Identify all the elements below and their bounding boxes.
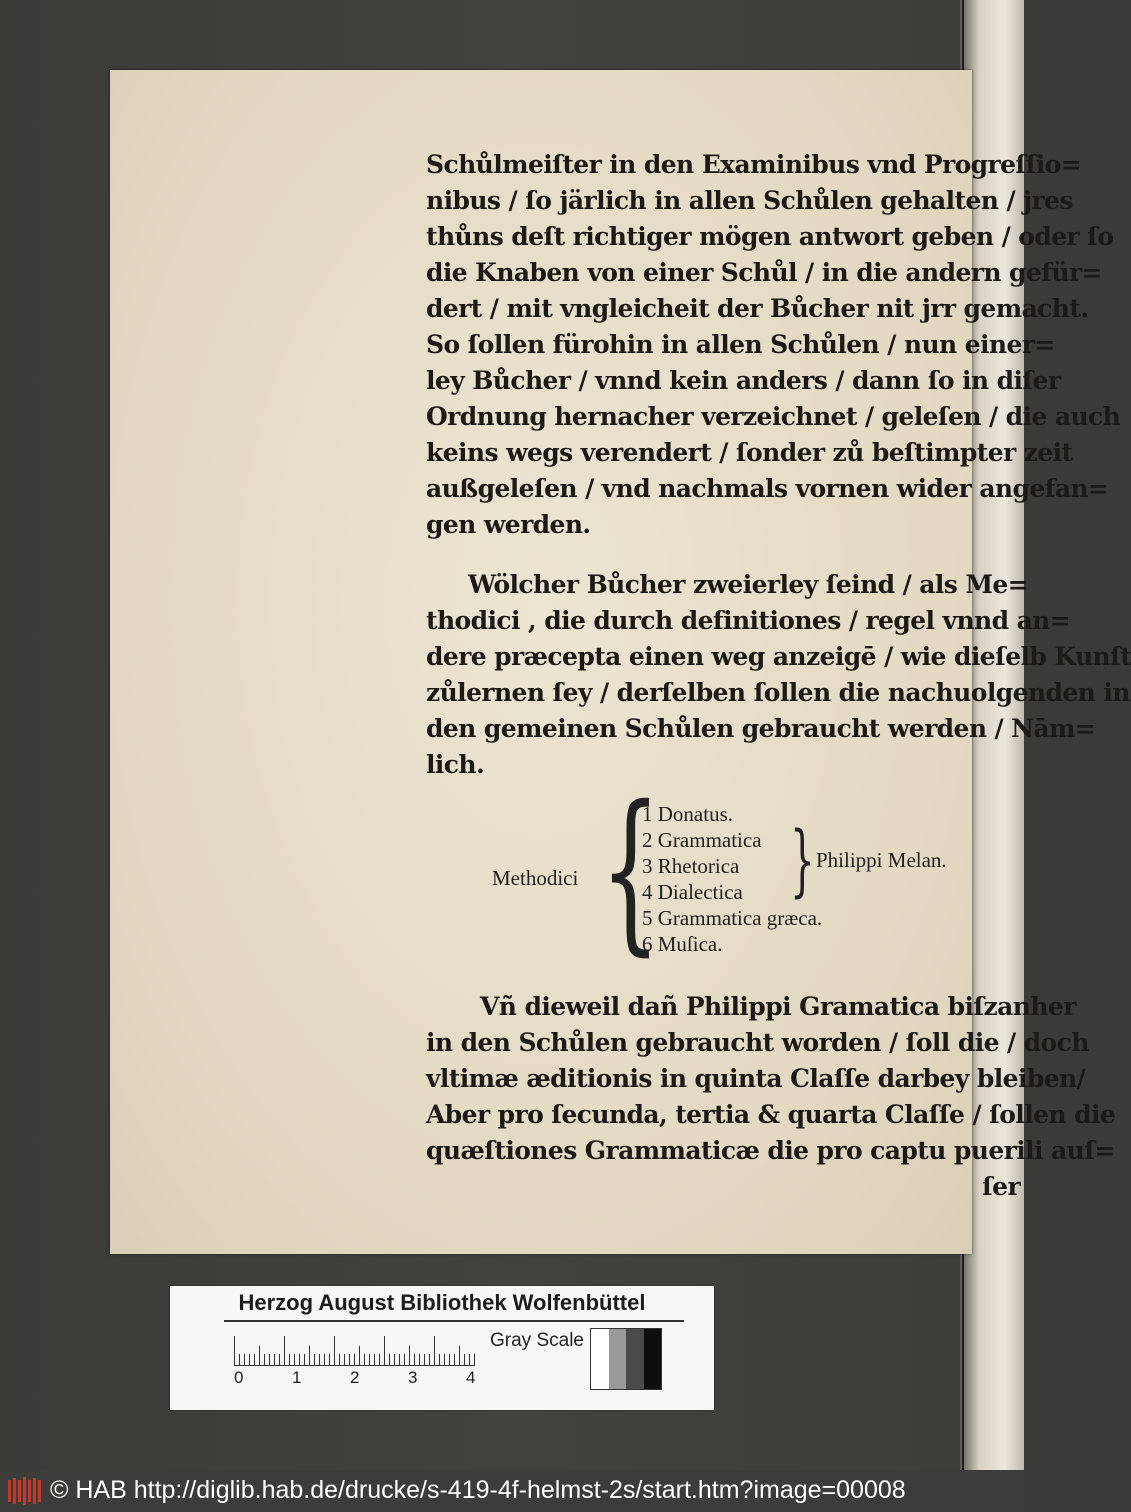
gray-scale-swatches <box>590 1328 662 1390</box>
ruler-tick <box>304 1354 305 1366</box>
ruler-tick <box>399 1354 400 1366</box>
text-line: Aber pro ſecunda, tertia & quarta Claſſe / ſollen die <box>426 1100 1116 1129</box>
text-line: den gemeinen Schůlen gebraucht werden / Nām= <box>426 714 1096 743</box>
text-line: Ordnung hernacher verzeichnet / geleſen / die auch <box>426 402 1121 431</box>
ruler-tick <box>439 1354 440 1366</box>
ruler-tick <box>274 1354 275 1366</box>
color-reference-card <box>170 1286 714 1410</box>
ruler-tick <box>389 1354 390 1366</box>
ruler-tick <box>294 1354 295 1366</box>
ruler-tick <box>434 1336 435 1366</box>
ruler-number: 2 <box>350 1368 360 1387</box>
ruler-tick <box>424 1354 425 1366</box>
ruler-tick <box>404 1354 405 1366</box>
gray-scale-label: Gray Scale <box>490 1330 584 1351</box>
ruler-tick <box>334 1336 335 1366</box>
ruler-tick <box>459 1346 460 1366</box>
ruler-tick <box>354 1354 355 1366</box>
ruler-tick <box>244 1354 245 1366</box>
ruler-tick <box>449 1354 450 1366</box>
ruler-tick <box>269 1354 270 1366</box>
small-brace: } <box>790 816 815 906</box>
list-item: 1 Donatus. <box>642 802 733 826</box>
text-line: gen werden. <box>426 510 591 539</box>
ruler-tick <box>414 1354 415 1366</box>
ruler-tick <box>454 1354 455 1366</box>
ruler-tick <box>259 1346 260 1366</box>
ruler-tick <box>339 1354 340 1366</box>
ruler-tick <box>359 1346 360 1366</box>
ruler-tick <box>264 1354 265 1366</box>
list-item: 5 Grammatica græca. <box>642 906 823 930</box>
ruler-tick <box>279 1354 280 1366</box>
hab-logo-icon <box>6 1476 44 1506</box>
text-line: dere præcepta einen weg anzeigē / wie dieſelb Kunſt <box>426 642 1131 671</box>
text-line: thůns deſt richtiger mögen antwort geben / oder ſo <box>426 222 1114 251</box>
text-line: außgeleſen / vnd nachmals vornen wider angefan= <box>426 474 1109 503</box>
ruler-tick <box>309 1346 310 1366</box>
ruler-scale <box>234 1332 494 1366</box>
text-line: Wölcher Bůcher zweierley ſeind / als Me= <box>468 570 1029 599</box>
ruler-tick <box>349 1354 350 1366</box>
ruler-tick <box>469 1354 470 1366</box>
text-line: So ſollen fürohin in allen Schůlen / nun einer= <box>426 330 1055 359</box>
card-divider <box>224 1320 684 1322</box>
text-line: thodici , die durch definitiones / regel vnnd an= <box>426 606 1071 635</box>
text-line: lich. <box>426 750 485 779</box>
book-page <box>110 70 1131 1254</box>
large-brace: { <box>600 769 661 972</box>
methodici-label: Methodici <box>492 866 579 890</box>
ruler-number: 3 <box>408 1368 418 1387</box>
ruler-tick <box>289 1354 290 1366</box>
text-line: vltimæ æditionis in quinta Claſſe darbey bleiben/ <box>426 1064 1086 1093</box>
text-line: die Knaben von einer Schůl / in die andern gefür= <box>426 258 1102 287</box>
ruler-number: 0 <box>234 1368 244 1387</box>
ruler-tick <box>239 1354 240 1366</box>
list-item: 4 Dialectica <box>642 880 743 904</box>
ruler-tick <box>474 1354 475 1366</box>
ruler-number: 1 <box>292 1368 302 1387</box>
swatch-white <box>591 1329 609 1389</box>
ruler-tick <box>329 1354 330 1366</box>
text-line: zůlernen ſey / derſelben ſollen die nachuolgenden in <box>426 678 1130 707</box>
ruler-tick <box>464 1354 465 1366</box>
ruler-tick <box>249 1354 250 1366</box>
ruler-tick <box>234 1336 235 1366</box>
swatch-dark-gray <box>626 1329 644 1389</box>
ruler-tick <box>344 1354 345 1366</box>
swatch-gray <box>609 1329 627 1389</box>
copyright-url[interactable]: © HAB http://diglib.hab.de/drucke/s-419-4f-helmst-2s/start.htm?image=00008 <box>50 1476 906 1504</box>
ruler-tick <box>319 1354 320 1366</box>
ruler-tick <box>324 1354 325 1366</box>
text-line: keins wegs verendert / ſonder zů beſtimpter zeit <box>426 438 1073 467</box>
text-line: quæſtiones Grammaticæ die pro captu puerili auſ= <box>426 1136 1115 1165</box>
catchword: ſer <box>982 1172 1021 1201</box>
ruler-tick <box>364 1354 365 1366</box>
library-title: Herzog August Bibliothek Wolfenbüttel <box>238 1290 646 1315</box>
author-label: Philippi Melan. <box>816 848 947 872</box>
ruler-tick <box>409 1346 410 1366</box>
footer-bar <box>0 1470 1024 1512</box>
ruler-tick <box>379 1354 380 1366</box>
text-line: dert / mit vngleicheit der Bůcher nit jrr gemacht. <box>426 294 1089 323</box>
ruler-tick <box>254 1354 255 1366</box>
ruler-tick <box>394 1354 395 1366</box>
list-item: 3 Rhetorica <box>642 854 740 878</box>
text-line: Schůlmeiſter in den Examinibus vnd Progreſſio= <box>426 150 1082 179</box>
text-line: Vñ dieweil dañ Philippi Gramatica biſzanher <box>480 992 1076 1021</box>
ruler-number: 4 <box>466 1368 476 1387</box>
swatch-black <box>644 1329 662 1389</box>
ruler-tick <box>444 1354 445 1366</box>
ruler-tick <box>429 1354 430 1366</box>
ruler-tick <box>299 1354 300 1366</box>
ruler-tick <box>374 1354 375 1366</box>
ruler-tick <box>284 1336 285 1366</box>
text-line: in den Schůlen gebraucht worden / ſoll die / doch <box>426 1028 1089 1057</box>
text-line: ley Bůcher / vnnd kein anders / dann ſo in diſer <box>426 366 1061 395</box>
ruler-tick <box>314 1354 315 1366</box>
list-item: 6 Muſica. <box>642 932 723 956</box>
ruler-tick <box>384 1336 385 1366</box>
ruler-tick <box>369 1354 370 1366</box>
list-item: 2 Grammatica <box>642 828 762 852</box>
ruler-tick <box>419 1354 420 1366</box>
text-line: nibus / ſo järlich in allen Schůlen gehalten / jres <box>426 186 1073 215</box>
